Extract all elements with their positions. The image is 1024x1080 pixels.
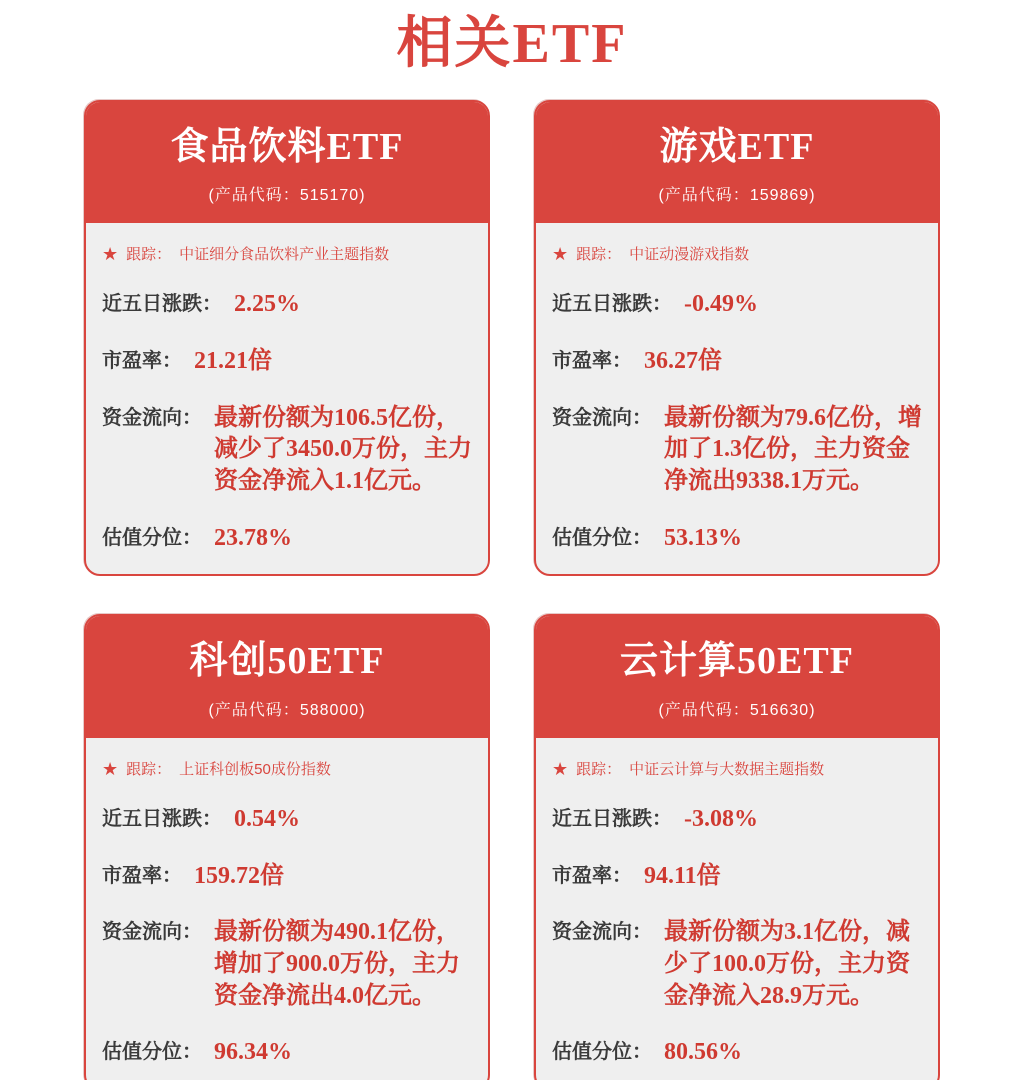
tracking-line xyxy=(552,758,924,779)
code-suffix: ) xyxy=(809,187,816,205)
card-header xyxy=(86,102,488,224)
pe-ratio-row xyxy=(552,346,924,378)
five-day-change-label: 近五日涨跌： xyxy=(102,293,222,316)
fund-flow-label: 资金流向： xyxy=(102,921,202,944)
fund-flow-row xyxy=(552,403,924,498)
fund-flow-value: 最新份额为3.1亿份，减少了100.0万份，主力资金净流入28.9万元。 xyxy=(664,919,910,1009)
tracking-label: 跟踪： xyxy=(126,246,172,264)
code-suffix: ) xyxy=(359,187,366,205)
fund-flow-value: 最新份额为106.5亿份，减少了3450.0万份，主力资金净流入1.1亿元。 xyxy=(214,404,472,494)
code-prefix: (产品代码： xyxy=(658,187,750,205)
etf-code-value: 588000 xyxy=(299,702,360,719)
card-header xyxy=(536,616,938,738)
fund-flow-row xyxy=(552,917,924,1012)
five-day-change-value: -0.49% xyxy=(684,291,758,318)
five-day-change-row xyxy=(102,289,474,321)
etf-code-line xyxy=(94,697,480,720)
page-title: 相关ETF xyxy=(396,13,628,75)
fund-flow-row xyxy=(102,917,474,1012)
five-day-change-label: 近五日涨跌： xyxy=(552,808,672,830)
etf-code-line xyxy=(544,182,930,205)
fund-flow-value: 最新份额为490.1亿份，增加了900.0万份，主力资金净流出4.0亿元。 xyxy=(214,919,460,1009)
code-prefix: (产品代码： xyxy=(208,702,300,719)
fund-flow-label: 资金流向： xyxy=(102,406,202,429)
card-header xyxy=(536,102,938,224)
valuation-percentile-label: 估值分位： xyxy=(102,1041,202,1064)
star-icon: ★ xyxy=(552,243,569,264)
etf-card-food-beverage xyxy=(84,100,490,577)
valuation-percentile-value: 96.34% xyxy=(214,1039,292,1066)
pe-ratio-label: 市盈率： xyxy=(552,864,632,887)
tracking-index: 上证科创板50成份指数 xyxy=(179,761,331,778)
card-body xyxy=(86,738,488,1080)
pe-ratio-label: 市盈率： xyxy=(552,349,632,372)
code-suffix: ) xyxy=(809,702,816,719)
tracking-line xyxy=(552,243,924,264)
etf-code-line xyxy=(544,697,930,720)
etf-name: 云计算50ETF xyxy=(620,640,854,683)
five-day-change-value: -3.08% xyxy=(684,806,758,832)
pe-ratio-value: 159.72倍 xyxy=(194,862,284,889)
code-prefix: (产品代码： xyxy=(658,702,750,719)
valuation-percentile-label: 估值分位： xyxy=(552,526,652,549)
valuation-percentile-value: 80.56% xyxy=(664,1039,742,1066)
etf-code-line xyxy=(94,182,480,205)
fund-flow-row xyxy=(102,403,474,498)
card-header xyxy=(86,616,488,738)
etf-code-value: 159869 xyxy=(749,187,810,205)
valuation-percentile-value: 53.13% xyxy=(664,524,742,551)
pe-ratio-row xyxy=(102,861,474,893)
code-suffix: ) xyxy=(359,702,366,719)
pe-ratio-row xyxy=(552,861,924,893)
star-icon: ★ xyxy=(102,243,119,264)
five-day-change-label: 近五日涨跌： xyxy=(102,808,222,830)
etf-code-value: 516630 xyxy=(749,702,810,719)
pe-ratio-value: 21.21倍 xyxy=(194,347,272,374)
tracking-index: 中证细分食品饮料产业主题指数 xyxy=(179,246,390,264)
five-day-change-row xyxy=(552,804,924,836)
code-prefix: (产品代码： xyxy=(208,187,300,205)
five-day-change-row xyxy=(102,804,474,836)
etf-card-star50 xyxy=(84,614,490,1080)
pe-ratio-row xyxy=(102,346,474,378)
valuation-percentile-label: 估值分位： xyxy=(552,1041,652,1064)
valuation-percentile-row xyxy=(552,1037,924,1069)
etf-name: 游戏ETF xyxy=(659,125,815,168)
pe-ratio-value: 36.27倍 xyxy=(644,347,722,374)
valuation-percentile-row xyxy=(102,1037,474,1069)
card-body xyxy=(86,223,488,574)
card-body xyxy=(536,223,938,574)
tracking-index: 中证动漫游戏指数 xyxy=(629,246,750,264)
fund-flow-label: 资金流向： xyxy=(552,921,652,944)
star-icon: ★ xyxy=(102,758,119,779)
etf-card-game xyxy=(534,100,940,577)
five-day-change-row xyxy=(552,289,924,321)
five-day-change-value: 0.54% xyxy=(234,806,300,832)
five-day-change-value: 2.25% xyxy=(234,291,300,318)
valuation-percentile-row xyxy=(102,523,474,555)
tracking-line xyxy=(102,758,474,779)
five-day-change-label: 近五日涨跌： xyxy=(552,293,672,316)
valuation-percentile-value: 23.78% xyxy=(214,524,292,551)
pe-ratio-value: 94.11倍 xyxy=(644,862,721,889)
etf-name: 科创50ETF xyxy=(189,640,385,683)
etf-code-value: 515170 xyxy=(299,187,360,205)
fund-flow-label: 资金流向： xyxy=(552,406,652,429)
tracking-label: 跟踪： xyxy=(576,246,622,264)
valuation-percentile-label: 估值分位： xyxy=(102,526,202,549)
pe-ratio-label: 市盈率： xyxy=(102,864,182,887)
etf-name: 食品饮料ETF xyxy=(170,125,404,168)
pe-ratio-label: 市盈率： xyxy=(102,349,182,372)
card-body xyxy=(536,738,938,1080)
fund-flow-value: 最新份额为79.6亿份，增加了1.3亿份，主力资金净流出9338.1万元。 xyxy=(664,404,922,494)
tracking-label: 跟踪： xyxy=(126,761,172,778)
etf-card-grid xyxy=(84,100,940,1080)
star-icon: ★ xyxy=(552,758,569,779)
etf-card-cloud50 xyxy=(534,614,940,1080)
valuation-percentile-row xyxy=(552,523,924,555)
tracking-line xyxy=(102,243,474,264)
tracking-index: 中证云计算与大数据主题指数 xyxy=(629,761,825,778)
tracking-label: 跟踪： xyxy=(576,761,622,778)
